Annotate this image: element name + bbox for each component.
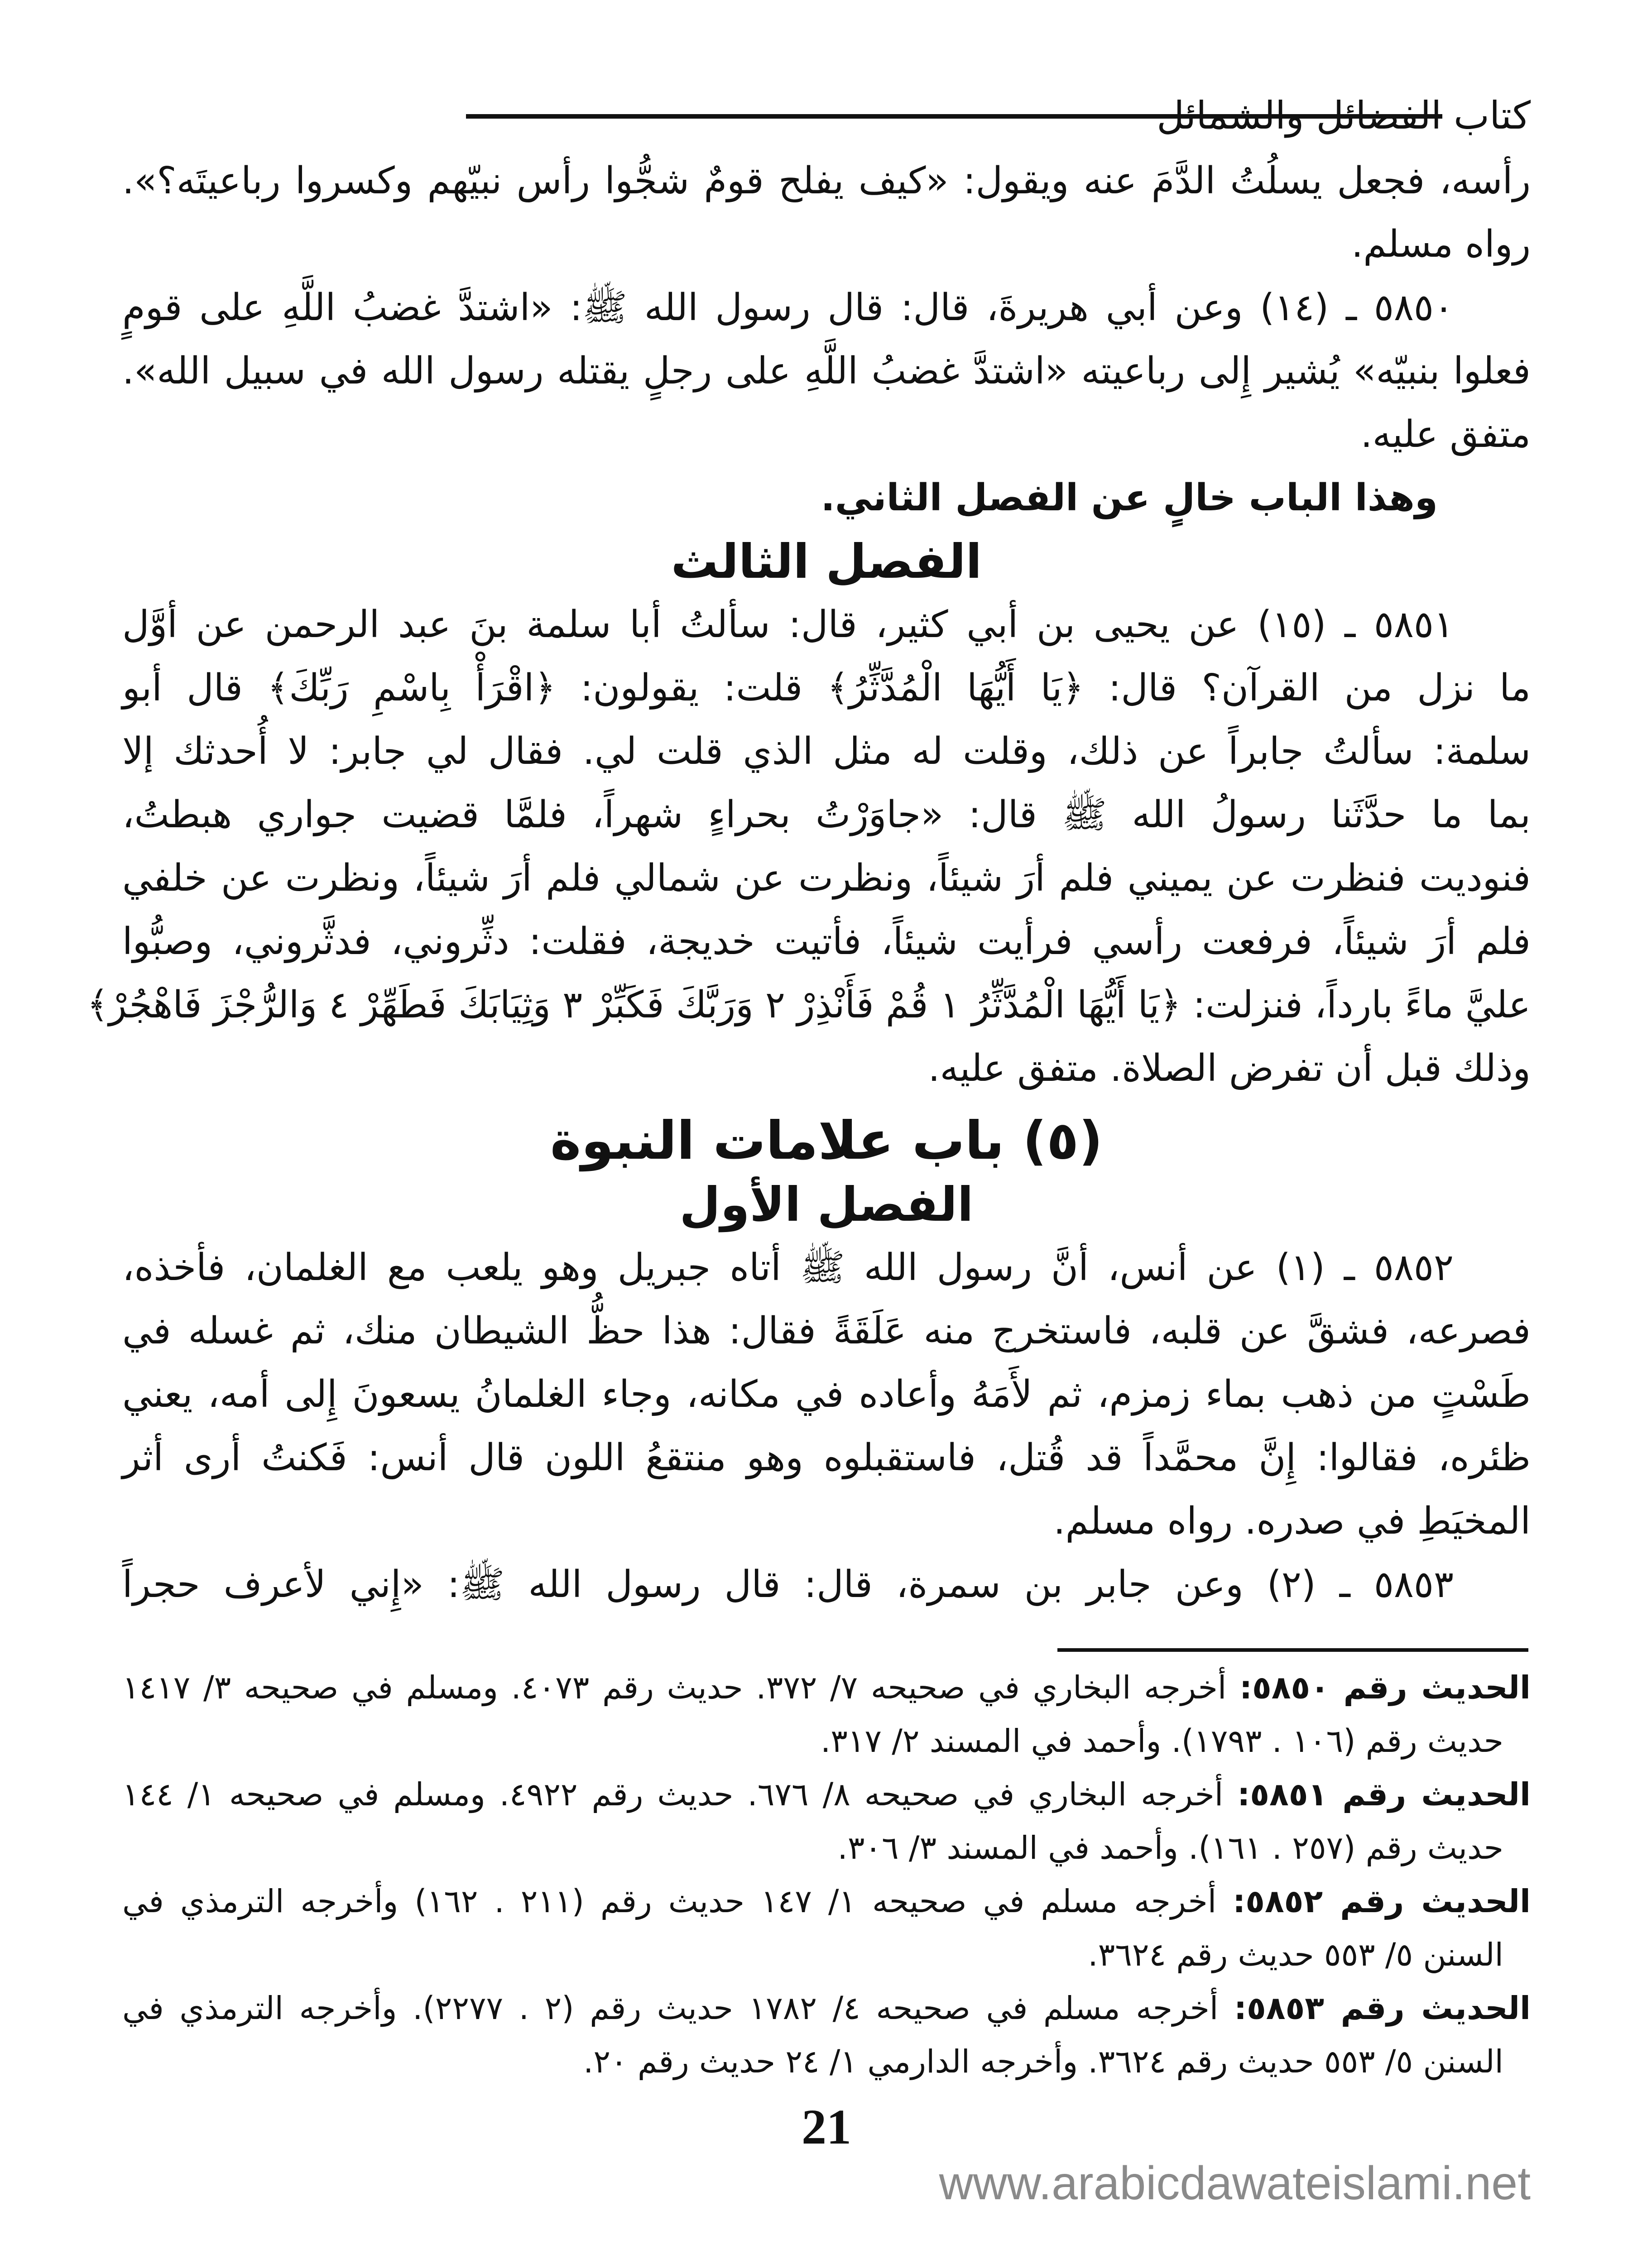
footnote-label: الحديث رقم ٥٨٥٠: <box>1239 1669 1531 1706</box>
footnote-5853 <box>122 1981 1531 2035</box>
footnote-text: أخرجه مسلم في صحيحه ٤/ ١٧٨٢ حديث رقم (٢ . ٢٢٧٧). وأخرجه الترمذي في <box>122 1990 1219 2027</box>
hadith-5851-line: عليَّ ماءً بارداً، فنزلت: ﴿يَا أَيُّهَا الْمُدَّثِّرُ ١ قُمْ فَأَنْذِرْ ٢ وَرَبَّكَ فَكَبِّرْ ٣ وَثِيَابَكَ فَطَهِّرْ ٤ وَالرُّجْزَ فَاهْجُرْ﴾ <box>86 983 1531 1026</box>
footnote-label: الحديث رقم ٥٨٥٢: <box>1233 1883 1531 1920</box>
section-heading-third: الفصل الثالث <box>671 534 982 589</box>
footnote-label: الحديث رقم ٥٨٥١: <box>1237 1776 1531 1813</box>
footnote-5853-cont: السنن ٥/ ٥٥٣ حديث رقم ٣٦٢٤. وأخرجه الدارمي ١/ ٢٤ حديث رقم ٢٠. <box>583 2043 1503 2080</box>
footnote-5851 <box>122 1768 1531 1821</box>
text-line: رأسه، فجعل يسلُتُ الدَّمَ عنه ويقول: «كيف يفلح قومٌ شجُّوا رأس نبيّهم وكسروا رباعيتَه؟». <box>122 159 1531 202</box>
hadith-5852-line: ظئره، فقالوا: إِنَّ محمَّداً قد قُتل، فاستقبلوه وهو منتقعُ اللون قال أنس: فَكنتُ أرى أثر <box>122 1436 1531 1479</box>
hadith-5852-line: ٥٨٥٢ ـ (١) عن أنس، أنَّ رسول الله ﷺ أتاه جبريل وهو يلعب مع الغلمان، فأخذه، <box>122 1246 1454 1289</box>
footnote-text: أخرجه البخاري في صحيحه ٨/ ٦٧٦. حديث رقم ٤٩٢٢. ومسلم في صحيحه ١/ ١٤٤ <box>122 1776 1224 1813</box>
hadith-5850-line: ٥٨٥٠ ـ (١٤) وعن أبي هريرةَ، قال: قال رسول الله ﷺ: «اشتدَّ غضبُ اللَّهِ على قومٍ <box>122 286 1454 329</box>
hadith-5851-line: فلم أرَ شيئاً، فرفعت رأسي فرأيت شيئاً، فأتيت خديجة، فقلت: دثِّروني، فدثَّروني، وصبُّوا <box>122 920 1531 963</box>
running-header-title: كتاب الفضائل والشمائل <box>1157 93 1531 138</box>
running-header <box>122 91 1531 149</box>
hadith-5851-line: ما نزل من القرآن؟ قال: ﴿يَا أَيُّهَا الْمُدَّثِّرُ﴾ قلت: يقولون: ﴿اقْرَأْ بِاسْمِ رَبِّكَ﴾ قال أبو <box>122 667 1531 710</box>
hadith-5850-line: فعلوا بنبيّه» يُشير إِلى رباعيته «اشتدَّ غضبُ اللَّهِ على رجلٍ يقتله رسول الله في سبيل الله». <box>122 350 1531 393</box>
footnote-5850 <box>122 1661 1531 1714</box>
hadith-5851-line: فنوديت فنظرت عن يميني فلم أرَ شيئاً، ونظرت عن شمالي فلم أرَ شيئاً، ونظرت عن خلفي <box>122 857 1531 900</box>
hadith-5851-line: بما ما حدَّثَنا رسولُ الله ﷺ قال: «جاوَرْتُ بحراءٍ شهراً، فلمَّا قضيت جواري هبطتُ، <box>122 793 1531 836</box>
footnote-5852-cont: السنن ٥/ ٥٥٣ حديث رقم ٣٦٢٤. <box>1088 1936 1503 1973</box>
footnote-text: أخرجه مسلم في صحيحه ١/ ١٤٧ حديث رقم (٢١١ . ١٦٢) وأخرجه الترمذي في <box>122 1883 1217 1920</box>
footnote-text: أخرجه البخاري في صحيحه ٧/ ٣٧٢. حديث رقم ٤٠٧٣. ومسلم في صحيحه ٣/ ١٤١٧ <box>122 1669 1227 1706</box>
watermark-url: www.arabicdawateislami.net <box>939 2157 1531 2210</box>
hadith-5852-line: فصرعه، فشقَّ عن قلبه، فاستخرج منه عَلَقَةً فقال: هذا حظُّ الشيطان منك، ثم غسله في <box>122 1309 1531 1353</box>
hadith-5850-line: متفق عليه. <box>1360 413 1531 456</box>
hadith-5852-line: طَسْتٍ من ذهب بماء زمزم، ثم لأَمَهُ وأعاده في مكانه، وجاء الغلمانُ يسعونَ إِلى أمه، يعني <box>122 1373 1531 1416</box>
footnote-label: الحديث رقم ٥٨٥٣: <box>1234 1990 1531 2027</box>
hadith-5851-line: وذلك قبل أن تفرض الصلاة. متفق عليه. <box>928 1047 1531 1090</box>
hadith-5851-line: سلمة: سألتُ جابراً عن ذلك، وقلت له مثل الذي قلت لي. فقال لي جابر: لا أُحدثك إلا <box>122 730 1531 773</box>
hadith-5853-line: ٥٨٥٣ ـ (٢) وعن جابر بن سمرة، قال: قال رسول الله ﷺ: «إِني لأعرف حجراً <box>122 1563 1454 1606</box>
chapter-heading: (٥) باب علامات النبوة <box>550 1110 1103 1171</box>
section-heading-first: الفصل الأول <box>679 1177 974 1232</box>
footnote-5851-cont: حديث رقم (٢٥٧ . ١٦١). وأحمد في المسند ٣/ ٣٠٦. <box>837 1829 1503 1866</box>
footnote-5852 <box>122 1875 1531 1928</box>
footnote-5850-cont: حديث رقم (١٠٦ . ١٧٩٣). وأحمد في المسند ٢/ ٣١٧. <box>820 1722 1503 1760</box>
hadith-5851-line: ٥٨٥١ ـ (١٥) عن يحيى بن أبي كثير، قال: سألتُ أبا سلمة بنَ عبد الرحمن عن أوَّل <box>122 603 1454 646</box>
footnote-rule <box>1057 1648 1528 1652</box>
hadith-5852-line: المخيَطِ في صدره. رواه مسلم. <box>1053 1500 1531 1543</box>
page-number: 21 <box>802 2099 851 2154</box>
section-note: وهذا الباب خالٍ عن الفصل الثاني. <box>821 476 1438 519</box>
text-line: رواه مسلم. <box>1351 223 1531 266</box>
